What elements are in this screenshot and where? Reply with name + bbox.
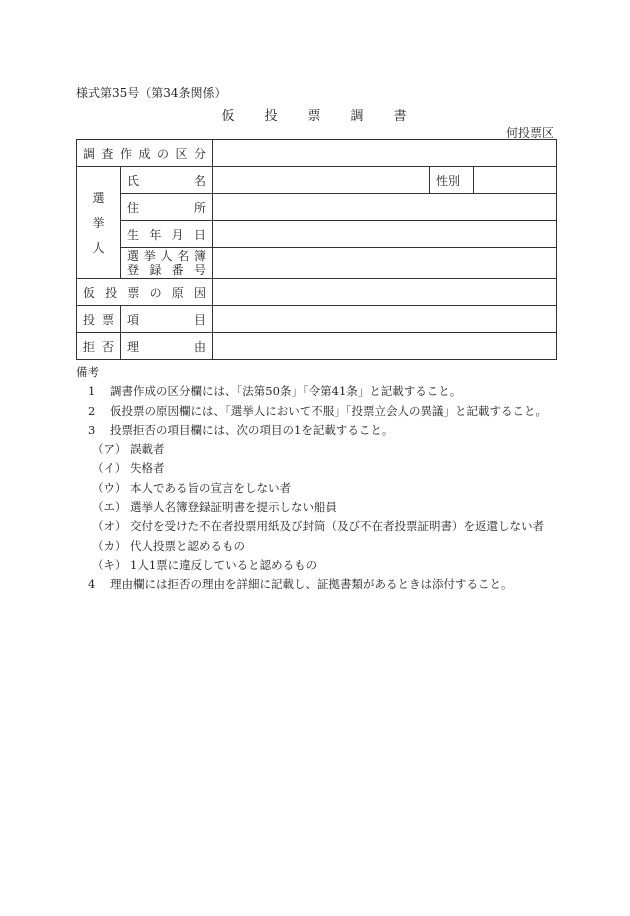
notes-section <box>76 363 547 595</box>
title-char: 書 <box>393 109 409 124</box>
title-char: 調 <box>350 109 366 124</box>
name-field[interactable] <box>213 167 430 194</box>
birthdate-label: 生 年 月 日 <box>121 221 213 248</box>
gender-field[interactable] <box>474 167 557 194</box>
note-subitem: （カ） 代人投票と認めるもの <box>92 538 245 553</box>
note-subitem: （イ） 失格者 <box>92 461 165 476</box>
note-subitem: （ア） 誤載者 <box>92 442 165 457</box>
gender-label: 性別 <box>430 167 474 194</box>
note-subitem: （キ） 1人1票に違反していると認めるもの <box>92 557 318 572</box>
reason-field[interactable] <box>213 333 557 360</box>
note-item: 1 調書作成の区分欄には、「法第50条」「令第41条」と記載すること。 <box>88 384 462 399</box>
title-char: 仮 <box>221 109 237 124</box>
note-item: 4 理由欄には拒否の理由を詳細に記載し、証拠書類があるときは添付すること。 <box>88 577 513 592</box>
note-item: 2 仮投票の原因欄には、「選挙人において不服」「投票立会人の異議」と記載すること。 <box>88 403 547 418</box>
page-title <box>0 105 630 124</box>
address-label: 住 所 <box>121 194 213 221</box>
item-field[interactable] <box>213 306 557 333</box>
provisional-cause-field[interactable] <box>213 279 557 306</box>
item-label: 項 目 <box>121 306 213 333</box>
refusal-label-bottom: 拒 否 <box>77 333 121 360</box>
voter-label: 選 挙 人 <box>77 167 121 279</box>
district-label: 何投票区 <box>505 126 554 140</box>
registry-number-field[interactable] <box>213 248 557 279</box>
notes-heading: 備考 <box>76 365 99 379</box>
birthdate-field[interactable] <box>213 221 557 248</box>
title-char: 票 <box>307 109 323 124</box>
form-number: 様式第35号（第34条関係） <box>76 86 227 100</box>
survey-form-table <box>76 139 557 360</box>
title-char: 投 <box>264 109 280 124</box>
address-field[interactable] <box>213 194 557 221</box>
survey-category-field[interactable] <box>213 140 557 167</box>
note-subitem: （オ） 交付を受けた不在者投票用紙及び封筒（及び不在者投票証明書）を返還しない者 <box>92 519 544 534</box>
note-subitem: （ウ） 本人である旨の宣言をしない者 <box>92 480 291 495</box>
registry-number-label: 選 挙 人 名 簿 登 録 番 号 <box>121 248 213 279</box>
survey-category-label: 調 査 作 成 の 区 分 <box>77 140 213 167</box>
note-item: 3 投票拒否の項目欄には、次の項目の1を記載すること。 <box>88 422 394 437</box>
name-label: 氏 名 <box>121 167 213 194</box>
provisional-cause-label: 仮 投 票 の 原 因 <box>77 279 213 306</box>
note-subitem: （エ） 選挙人名簿登録証明書を提示しない船員 <box>92 500 337 515</box>
refusal-label-top: 投 票 <box>77 306 121 333</box>
reason-label: 理 由 <box>121 333 213 360</box>
